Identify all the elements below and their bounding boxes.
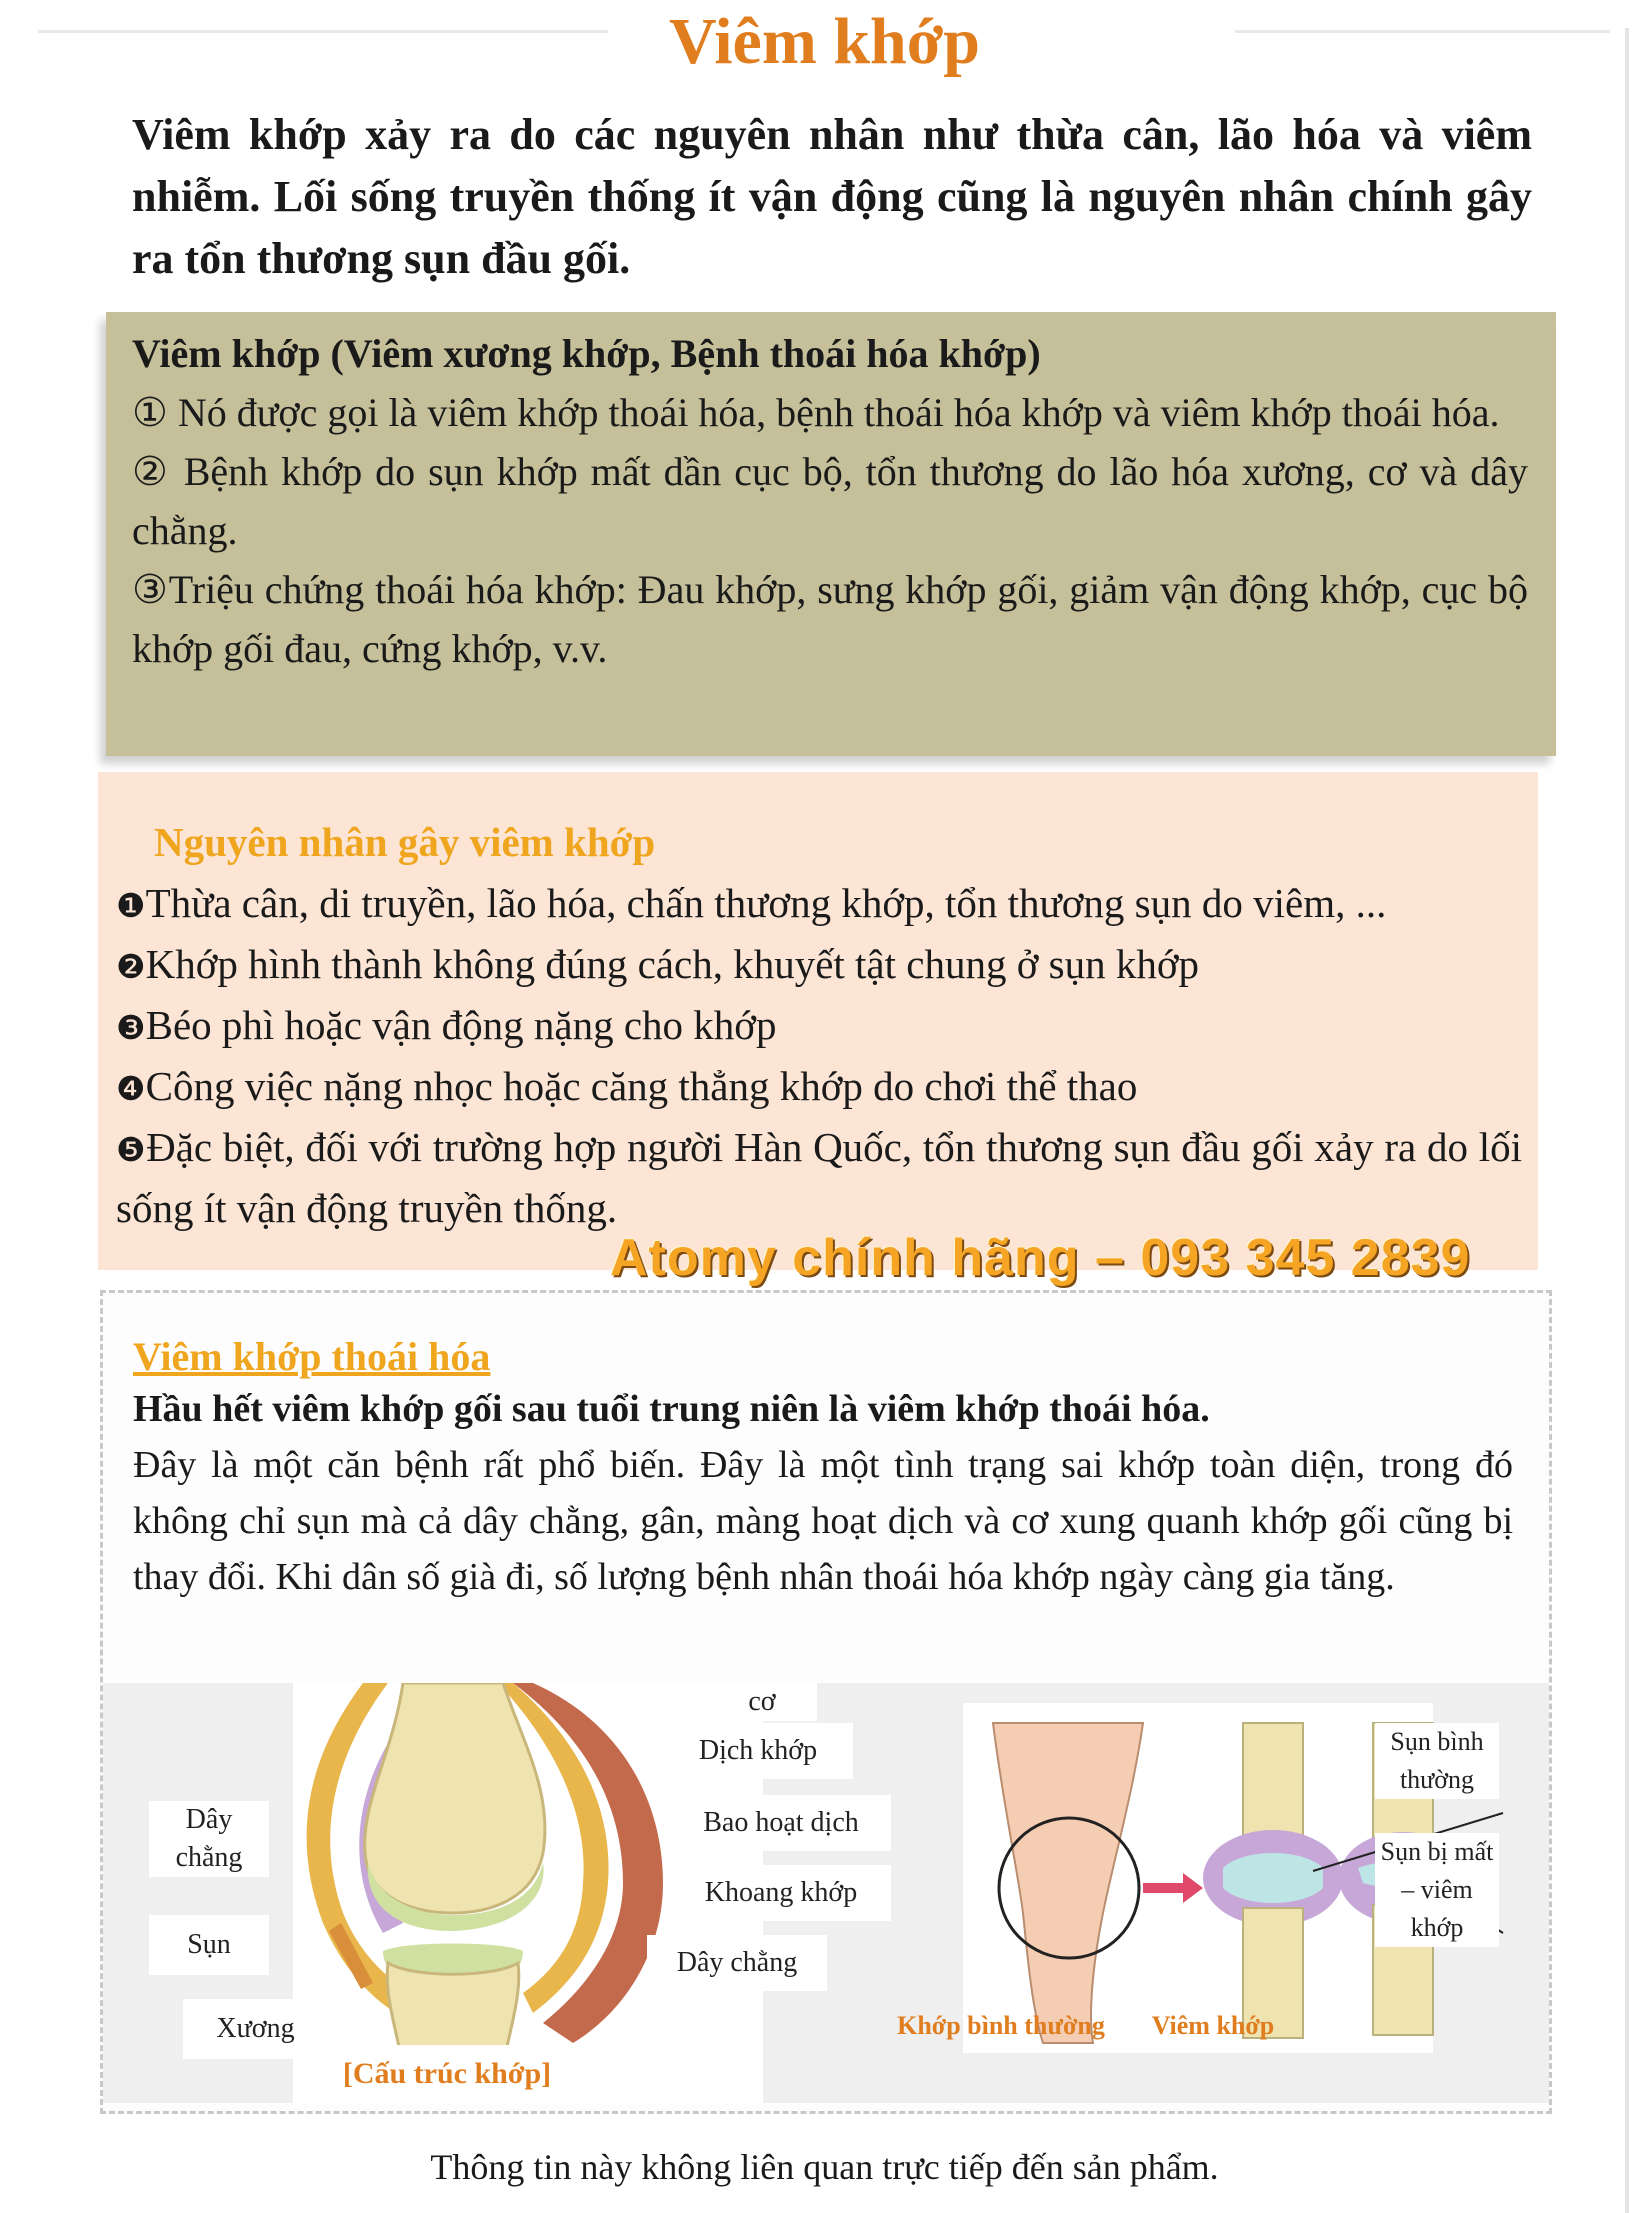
osteoarthritis-body: Đây là một căn bệnh rất phổ biến. Đây là một tình trạng sai khớp toàn diện, trong đó không chỉ sụn mà cả dây chằng, gân, màng hoạt dịch và cơ xung quanh khớp gối cũng bị thay đổi. Khi dân số già đi, số lượng bệnh nhân thoái hóa khớp ngày càng gia tăng. (133, 1444, 1513, 1598)
causes-heading: Nguyên nhân gây viêm khớp (154, 819, 656, 865)
knee-diagram (103, 1683, 1549, 2103)
list-item (116, 935, 1522, 996)
list-item-text: Công việc nặng nhọc hoặc căng thẳng khớp do chơi thể thao (145, 1063, 1138, 1109)
normal-cartilage (1223, 1853, 1323, 1903)
osteoarthritis-subheading: Hầu hết viêm khớp gối sau tuổi trung niên là viêm khớp thoái hóa. (133, 1388, 1210, 1430)
list-item-text: Khớp hình thành không đúng cách, khuyết tật chung ở sụn khớp (145, 941, 1200, 987)
definition-item: ② Bệnh khớp do sụn khớp mất dần cục bộ, tổn thương do lão hóa xương, cơ và dây chằng. (132, 449, 1528, 553)
label-normal-joint: Khớp bình thường (897, 2011, 1105, 2040)
osteoarthritis-heading: Viêm khớp thoái hóa (133, 1334, 491, 1379)
definition-box (106, 312, 1556, 756)
list-item-text: Thừa cân, di truyền, lão hóa, chấn thương khớp, tổn thương sụn do viêm, ... (145, 880, 1387, 926)
osteoarthritis-box (100, 1290, 1552, 2114)
label-ligament-left: Dây chằng (149, 1801, 269, 1877)
number-badge: ❸ (116, 1008, 146, 1047)
label-arthritis: Viêm khớp (1151, 2011, 1275, 2040)
page-title: Viêm khớp (669, 5, 980, 78)
label-synovial-fluid: Dịch khớp (663, 1723, 853, 1779)
causes-box (98, 772, 1538, 1270)
list-item (116, 874, 1522, 935)
label-cartilage: Sụn (149, 1915, 269, 1975)
number-badge: ❺ (116, 1130, 147, 1169)
list-item (116, 1118, 1522, 1238)
label-normal-cartilage: Sụn bình thường (1375, 1723, 1499, 1799)
footer-note: Thông tin này không liên quan trực tiếp đến sản phẩm. (430, 2147, 1219, 2187)
definition-heading: Viêm khớp (Viêm xương khớp, Bệnh thoái hóa khớp) (132, 331, 1041, 376)
label-muscle: cơ (707, 1683, 817, 1721)
intro-paragraph: Viêm khớp xảy ra do các nguyên nhân như thừa cân, lão hóa và viêm nhiễm. Lối sống truyền thống ít vận động cũng là nguyên nhân chính gây ra tổn thương sụn đầu gối. (132, 110, 1532, 283)
label-synovial-capsule: Bao hoạt dịch (671, 1795, 891, 1851)
definition-item: ③Triệu chứng thoái hóa khớp: Đau khớp, sưng khớp gối, giảm vận động khớp, cục bộ khớp gối đau, cứng khớp, v.v. (132, 567, 1528, 671)
list-item-text: Béo phì hoặc vận động nặng cho khớp (145, 1002, 777, 1048)
list-item (116, 1057, 1522, 1118)
label-lost-cartilage: Sụn bị mất – viêm khớp (1375, 1833, 1499, 1947)
number-badge: ❹ (116, 1069, 146, 1108)
number-badge: ❷ (116, 947, 146, 986)
list-item-text: Đặc biệt, đối với trường hợp người Hàn Quốc, tổn thương sụn đầu gối xảy ra do lối sống ít vận động truyền thống. (116, 1124, 1522, 1231)
label-joint-cavity: Khoang khớp (671, 1865, 891, 1921)
label-ligament-right: Dây chằng (647, 1935, 827, 1991)
page-edge (1625, 28, 1629, 2213)
list-item (116, 996, 1522, 1057)
definition-item: ① Nó được gọi là viêm khớp thoái hóa, bệnh thoái hóa khớp và viêm khớp thoái hóa. (132, 390, 1500, 435)
watermark-text: Atomy chính hãng – 093 345 2839 (610, 1229, 1471, 1287)
number-badge: ❶ (116, 886, 146, 925)
structure-caption: [Cấu trúc khớp] (327, 2045, 567, 2103)
label-bone: Xương (183, 1999, 328, 2059)
causes-list (116, 874, 1522, 1238)
